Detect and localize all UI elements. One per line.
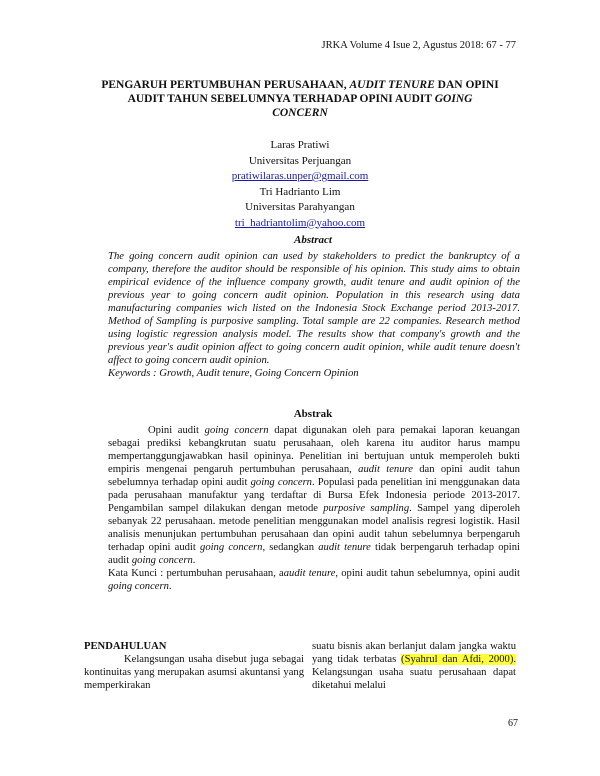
abstract-english (108, 250, 520, 380)
highlighted-citation[interactable]: (Syahrul dan Afdi, 2000). (401, 654, 516, 665)
abstract-indonesian (108, 424, 520, 593)
author-affiliation: Universitas Parahyangan (245, 201, 355, 213)
author-name: Tri Hadrianto Lim (259, 185, 341, 198)
keywords: Keywords : Growth, Audit tenure, Going Concern Opinion (108, 367, 359, 379)
author-block (150, 138, 450, 231)
page-number: 67 (508, 718, 518, 729)
abstrak-body: Opini audit going concern dapat digunakan oleh para pemakai laporan keuangan sebagai prediksi kebangkrutan suatu perusahaan, oleh karena itu auditor harus mampu mempertanggungjawabkan hasil opininya. Penelitian ini bertujuan untuk memperoleh bukti empiris mengenai pengaruh pertumbuhan perusahaan, audit tenure dan opini audit tahun sebelumnya terhadap opini audit going concern. Populasi pada penelitian ini menggunakan data pada perusahaan manufaktur yang terdaftar di Bursa Efek Indonesia periode 2013-2017. Pengambilan sampel dilakukan dengan metode purposive sampling. Sampel yang diperoleh sebanyak 22 perusahaan. metode penelitian menggunakan model analisis regresi logistik. Hasil analisis menunjukan pertumbuhan perusahaan dan opini audit tahun sebelumnya berpengaruh terhadap opini audit going concern, sedangkan audit tenure tidak berpengaruh terhadap opini audit going concern. (108, 425, 521, 566)
kata-kunci: Kata Kunci : pertumbuhan perusahaan, aaudit tenure, opini audit tahun sebelumnya, opini audit going concern. (108, 568, 520, 592)
author-affiliation: Universitas Perjuangan (248, 154, 352, 167)
intro-paragraph: Kelangsungan usaha disebut juga sebagai kontinuitas yang merupakan asumsi akuntansi yang memperkirakan (84, 654, 304, 691)
abstrak-heading: Abstrak (293, 408, 333, 420)
intro-paragraph-continued: suatu bisnis akan berlanjut dalam jangka waktu yang tidak terbatas (Syahrul dan Afdi, 2000). Kelangsungan usaha suatu perusahaan dapat diketahui melalui (312, 641, 516, 691)
author-name: Laras Pratiwi (270, 139, 330, 151)
left-column (84, 640, 304, 692)
author-email-link[interactable]: tri_hadriantolim@yahoo.com (234, 216, 366, 229)
journal-header: JRKA Volume 4 Isue 2, Agustus 2018: 67 - 77 (321, 40, 516, 51)
abstract-body: The going concern audit opinion can used by stakeholders to predict the bankruptcy of a company, therefore the auditor should be responsible of his opinion. This study aims to obtain empirical evidence of the influence company growth, audit tenure and audit opinion of the previous year to going concern audit opinion. Population in this research using data manufacturing companies wich listed on the Indonesia Stock Exchange period 2013-2017. Method of Sampling is purposive sampling. Total sample are 22 companies. Research method using logistic regression analysis model. The results show that company's growth and the previous year's audit opinion affect to going concern audit opinion, while audit tenure doesn't affect to going concern audit opinion. (108, 250, 520, 366)
paper-title: PENGARUH PERTUMBUHAN PERUSAHAAN, AUDIT TENURE DAN OPINI AUDIT TAHUN SEBELUMNYA TERHADAP OPINI AUDIT GOING CONCERN (101, 79, 499, 119)
author-email-link[interactable]: pratiwilaras.unper@gmail.com (231, 170, 369, 182)
abstract-heading: Abstract (294, 234, 332, 246)
section-heading: PENDAHULUAN (84, 641, 167, 652)
right-column (312, 640, 516, 692)
